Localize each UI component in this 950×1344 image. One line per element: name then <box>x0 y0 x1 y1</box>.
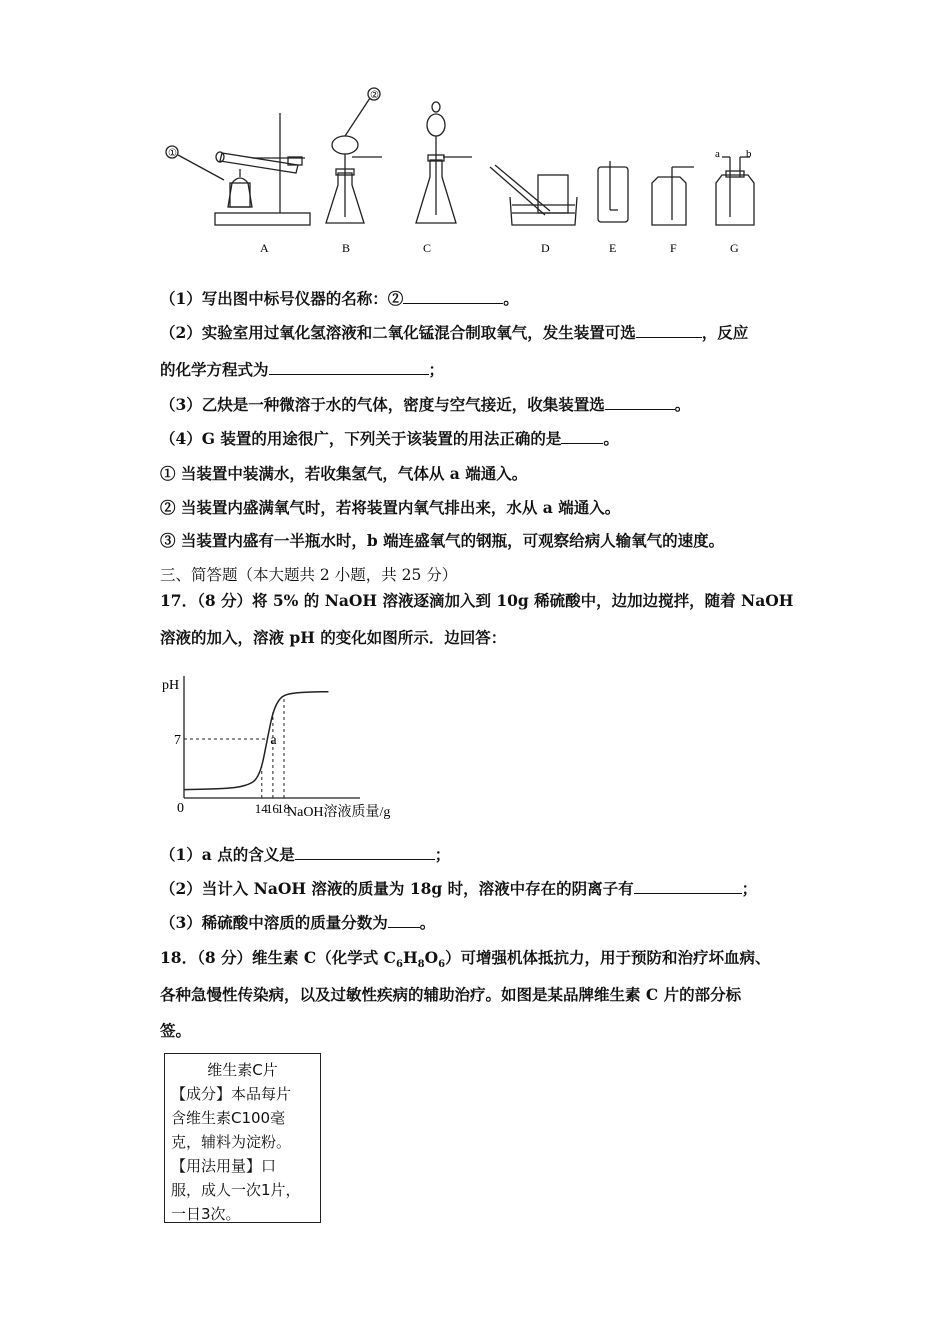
label-b: B <box>342 241 351 255</box>
card-line: 服，成人一次1片， <box>171 1181 301 1199</box>
answer-blank[interactable] <box>295 845 435 860</box>
marker-1: ① <box>168 148 177 159</box>
q16-part1: （1）写出图中标号仪器的名称：② 。 <box>160 289 519 308</box>
card-line: 一日3次。 <box>171 1205 241 1223</box>
card-title: 维生素C片 <box>207 1061 278 1079</box>
x-tick-label-14: 14 <box>254 801 268 816</box>
answer-blank[interactable] <box>636 323 702 338</box>
q16-option3: ③ 当装置内盛有一半瓶水时，b 端连盛氧气的钢瓶，可观察给病人输氧气的速度。 <box>160 531 725 550</box>
q16-option2: ② 当装置内盛满氧气时，若将装置内氧气排出来，水从 a 端通入。 <box>160 498 621 517</box>
apparatus-f <box>652 167 694 225</box>
label-g: G <box>730 241 739 255</box>
apparatus-figure <box>160 85 780 260</box>
apparatus-g <box>716 157 754 225</box>
q16-part2-line2: 的化学方程式为 ； <box>160 360 445 379</box>
card-line: 【用法用量】口 <box>171 1157 277 1175</box>
y-axis-label: pH <box>162 678 180 693</box>
q16-option1: ① 当装置中装满水，若收集氢气，气体从 a 端通入。 <box>160 464 528 483</box>
card-line: 含维生素C100毫 <box>171 1109 286 1127</box>
q16-part4: （4）G 装置的用途很广，下列关于该装置的用法正确的是 。 <box>160 429 619 448</box>
answer-blank[interactable] <box>269 360 429 375</box>
apparatus-e <box>598 161 628 222</box>
q17-part2: （2）当计入 NaOH 溶液的质量为 18g 时，溶液中存在的阴离子有 ； <box>160 879 758 898</box>
origin-label: 0 <box>177 801 184 816</box>
q16-part3: （3）乙炔是一种微溶于水的气体，密度与空气接近，收集装置选 。 <box>160 395 691 414</box>
q18-stem-line1: 18．（8 分）维生素 C（化学式 $C_6H_8O_6$）可增强机体抵抗力，用于预防和治疗坏血病、 <box>160 948 771 971</box>
q18-stem-line3: 签。 <box>160 1021 192 1040</box>
apparatus-b <box>326 88 382 223</box>
card-line: 【成分】本品每片 <box>171 1085 292 1103</box>
q18-stem-line2: 各种急慢性传染病，以及过敏性疾病的辅助治疗。如图是某品牌维生素 C 片的部分标 <box>160 985 742 1004</box>
ph-curve <box>184 692 328 790</box>
apparatus-a <box>166 113 310 225</box>
q17-stem-line1: 17．（8 分）将 5% 的 NaOH 溶液逐滴加入到 10g 稀硫酸中，边加边搅拌，随着 NaOH <box>160 591 794 610</box>
apparatus-d <box>490 165 577 225</box>
label-d: D <box>541 241 550 255</box>
q16-part2-line1: （2）实验室用过氧化氢溶液和二氧化锰混合制取氧气，发生装置可选 ，反应 <box>160 323 749 342</box>
label-a: A <box>260 241 269 255</box>
answer-blank[interactable] <box>605 395 675 410</box>
apparatus-c <box>416 102 472 223</box>
answer-blank[interactable] <box>561 429 603 444</box>
vitamin-c-label-card <box>164 1053 321 1223</box>
x-axis-label: NaOH溶液质量/g <box>287 805 391 820</box>
ph-chart <box>160 668 420 828</box>
label-f: F <box>670 241 677 255</box>
section-heading: 三、简答题（本大题共 2 小题，共 25 分） <box>160 566 458 584</box>
point-a-label: a <box>270 733 277 748</box>
card-line: 克，辅料为淀粉。 <box>171 1133 292 1151</box>
answer-blank[interactable] <box>388 913 420 928</box>
x-tick-label-16: 16 <box>265 801 279 816</box>
port-label-a: a <box>715 148 720 160</box>
chart-guides <box>184 695 284 798</box>
x-tick-label-18: 18 <box>277 801 290 816</box>
q17-stem-line2: 溶液的加入，溶液 pH 的变化如图所示．边回答： <box>160 628 507 647</box>
q17-part3: （3）稀硫酸中溶质的质量分数为 。 <box>160 913 436 932</box>
answer-blank[interactable] <box>634 879 742 894</box>
label-e: E <box>609 241 617 255</box>
label-c: C <box>423 241 432 255</box>
port-label-b: b <box>746 148 752 160</box>
y-tick-label-7: 7 <box>174 733 181 748</box>
marker-2: ② <box>370 90 379 101</box>
q17-part1: （1）a 点的含义是 ； <box>160 845 451 864</box>
answer-blank[interactable] <box>403 289 503 304</box>
